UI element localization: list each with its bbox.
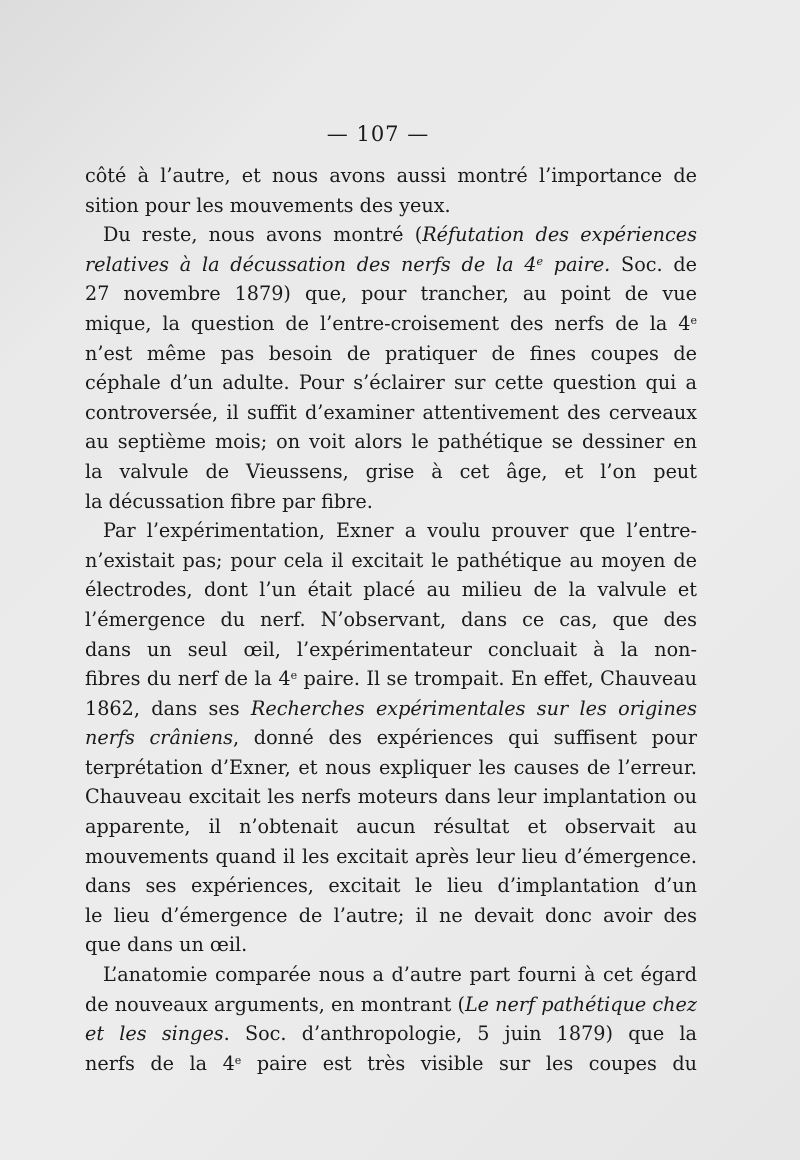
text-segment: fibres du nerf de la 4 xyxy=(85,667,291,691)
text-segment: paire est très visible sur les coupes du xyxy=(256,1051,697,1075)
text-segment: Soc. de xyxy=(621,252,697,276)
text-segment: que dans un œil. xyxy=(85,933,248,957)
text-line xyxy=(85,990,697,1020)
text-line xyxy=(85,605,697,635)
text-segment: Du reste, nous avons montré ( xyxy=(103,223,423,247)
text-segment: paire. Il se trompait. En effet, Chauveau xyxy=(303,667,697,691)
text-line xyxy=(85,664,697,694)
text-line xyxy=(85,842,697,872)
text-segment: apparente, il n’obtenait aucun résultat et observait au xyxy=(85,815,697,839)
text-segment: 27 novembre 1879) que, pour trancher, au point de vue xyxy=(85,282,697,306)
text-segment: dans ses expériences, excitait le lieu d’implantation d’un xyxy=(85,874,697,898)
italic-text: paire. xyxy=(543,252,611,276)
text-line xyxy=(85,250,697,280)
text-line xyxy=(85,279,697,309)
text-line xyxy=(85,782,697,812)
italic-text: nerfs crâniens xyxy=(85,726,233,750)
text-line xyxy=(85,901,697,931)
text-segment: la valvule de Vieussens, grise à cet âge, et l’on peut xyxy=(85,459,697,483)
text-segment: côté à l’autre, et nous avons aussi montré l’importance de xyxy=(85,164,697,187)
text-line xyxy=(85,427,697,457)
text-line xyxy=(85,487,697,517)
text-line xyxy=(85,1019,697,1049)
text-segment: au septième mois; on voit alors le pathétique se dessiner en xyxy=(85,430,697,454)
italic-text: Réfutation des expériences xyxy=(422,223,697,247)
text-segment: céphale d’un adulte. Pour s’éclairer sur cette question qui a xyxy=(85,371,697,395)
text-line xyxy=(85,191,697,221)
text-line xyxy=(85,546,697,576)
text-line xyxy=(85,339,697,369)
italic-text: relatives à la décussation des nerfs de la 4 xyxy=(85,252,537,276)
text-line xyxy=(85,457,697,487)
text-segment: . Soc. d’anthropologie, 5 juin 1879) que la xyxy=(223,1022,697,1046)
text-line xyxy=(85,635,697,665)
superscript: e xyxy=(690,313,697,327)
text-segment: nerfs de la 4 xyxy=(85,1051,235,1075)
text-line xyxy=(85,871,697,901)
text-line xyxy=(85,930,697,960)
text-line xyxy=(85,812,697,842)
text-segment: controversée, il suffit d’examiner attentivement des cerveaux xyxy=(85,400,697,424)
superscript: e xyxy=(290,669,298,683)
text-line xyxy=(85,516,697,546)
italic-text: et les singes xyxy=(85,1022,224,1046)
text-segment: n’existait pas; pour cela il excitait le pathétique au moyen de xyxy=(85,548,697,572)
text-segment: Par l’expérimentation, Exner a voulu prouver que l’entre- xyxy=(103,519,697,543)
text-segment: terprétation d’Exner, et nous expliquer les causes de l’erreur. xyxy=(85,755,697,779)
text-segment: électrodes, dont l’un était placé au milieu de la valvule et xyxy=(85,578,697,602)
text-line xyxy=(85,575,697,605)
text-line xyxy=(85,161,697,191)
text-segment: la décussation fibre par fibre. xyxy=(85,489,373,513)
superscript: e xyxy=(536,254,544,268)
body-text xyxy=(85,161,697,1078)
text-segment: 1862, dans ses xyxy=(85,696,251,720)
page-number: — 107 — xyxy=(326,122,430,146)
text-segment: n’est même pas besoin de pratiquer de fines coupes de xyxy=(85,341,697,365)
text-segment: sition pour les mouvements des yeux. xyxy=(85,193,451,217)
text-line xyxy=(85,723,697,753)
text-segment: dans un seul œil, l’expérimentateur concluait à la non- xyxy=(85,637,697,661)
text-segment: Chauveau excitait les nerfs moteurs dans leur implantation ou xyxy=(85,785,697,809)
text-line xyxy=(85,220,697,250)
text-line xyxy=(85,694,697,724)
italic-text: Le nerf pathétique chez xyxy=(464,992,697,1016)
text-segment: l’émergence du nerf. N’observant, dans ce cas, que des xyxy=(85,607,697,631)
italic-text: Recherches expérimentales sur les origines xyxy=(250,696,697,720)
text-line xyxy=(85,368,697,398)
text-segment: , donné des expériences qui suffisent pour xyxy=(232,726,697,750)
text-segment: mouvements quand il les excitait après leur lieu d’émergence. xyxy=(85,844,697,868)
text-line xyxy=(85,398,697,428)
text-segment: L’anatomie comparée nous a d’autre part fourni à cet égard xyxy=(103,963,697,987)
text-line xyxy=(85,753,697,783)
superscript: e xyxy=(234,1053,242,1067)
text-line xyxy=(85,309,697,339)
text-segment: de nouveaux arguments, en montrant ( xyxy=(85,992,465,1016)
text-segment: mique, la question de l’entre-croisement des nerfs de la 4 xyxy=(85,311,691,335)
text-line xyxy=(85,960,697,990)
text-line xyxy=(85,1049,697,1079)
text-segment: le lieu d’émergence de l’autre; il ne devait donc avoir des xyxy=(85,903,697,927)
